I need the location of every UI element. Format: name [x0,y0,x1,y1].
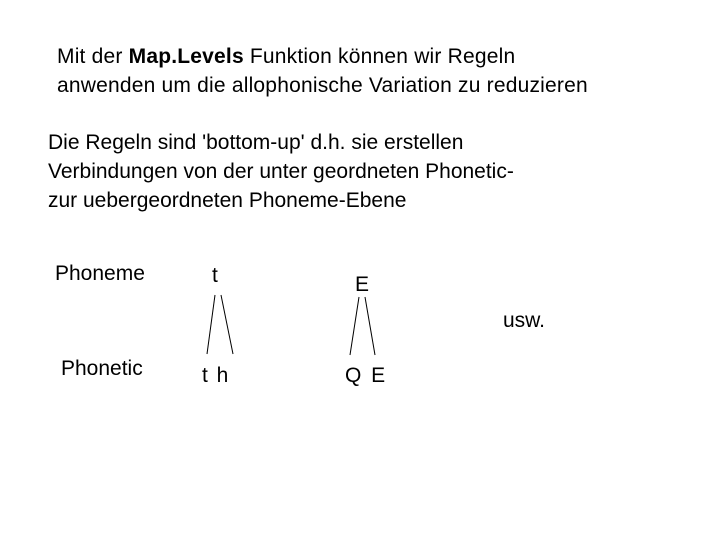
phoneme-row-label: Phoneme [55,262,145,285]
etc-label: usw. [503,309,546,332]
tree-t-top-symbol: t [212,264,218,287]
tree-t-left-branch [207,295,215,354]
tree-t-right-branch [221,295,233,354]
tree-e-top-symbol: E [355,273,370,296]
intro-text: Mit der [57,45,129,68]
function-name: Map.Levels [128,45,244,68]
intro-line-2: anwenden um die allophonische Variation zu reduzieren [57,74,588,97]
tree-t-bottom-symbols: t h [202,364,229,387]
tree-e-right-branch [365,297,375,355]
rules-line-1: Die Regeln sind 'bottom-up' d.h. sie erstellen [48,131,464,154]
tree-e-left-branch [350,297,359,355]
rules-line-3: zur uebergeordneten Phoneme-Ebene [48,189,407,212]
phonetic-row-label: Phonetic [61,357,143,380]
intro-text: Funktion können wir Regeln [243,45,516,68]
tree-e-bottom-symbols: Q E [345,364,388,387]
rules-line-2: Verbindungen von der unter geordneten Phonetic- [48,160,514,183]
